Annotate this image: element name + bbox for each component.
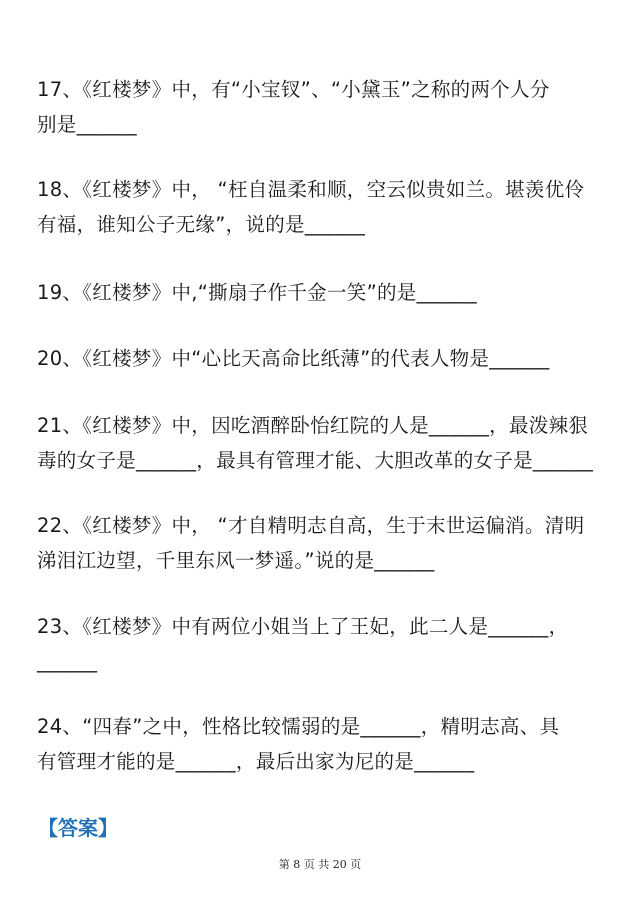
question-19 [37,275,605,310]
question-17-line-2: 别是______ [37,113,137,136]
question-21-line-1: 21、《红楼梦》中，因吃酒醉卧怡红院的人是______，最泼辣狠 [37,414,589,437]
question-17-line-1: 17、《红楼梦》中，有“小宝钗”、“小黛玉”之称的两个人分 [37,78,550,101]
question-22-line-2: 涕泪江边望，千里东风一梦遥。”说的是______ [37,549,435,572]
question-23-line-1: 23、《红楼梦》中有两位小姐当上了王妃，此二人是______， [37,615,569,638]
question-21 [37,408,605,478]
question-23 [37,609,605,679]
question-18-line-1: 18、《红楼梦》中， “枉自温柔和顺，空云似贵如兰。堪羡优伶 [37,178,585,201]
question-21-line-2: 毒的女子是______，最具有管理才能、大胆改革的女子是______ [37,449,594,472]
question-18-line-2: 有福，谁知公子无缘”，说的是______ [37,213,366,236]
question-17 [37,72,605,142]
question-20 [37,341,605,376]
question-22 [37,508,605,578]
question-18 [37,172,605,242]
question-20-line-1: 20、《红楼梦》中“心比天高命比纸薄”的代表人物是______ [37,347,550,370]
answer-heading: 【答案】 [38,816,118,840]
question-19-line-1: 19、《红楼梦》中,“撕扇子作千金一笑”的是______ [37,281,477,304]
page-footer: 第 8 页 共 20 页 [278,858,362,871]
question-24-line-2: 有管理才能的是______，最后出家为尼的是______ [37,750,475,773]
question-22-line-1: 22、《红楼梦》中， “才自精明志自高，生于末世运偏消。清明 [37,514,585,537]
question-24 [37,709,605,779]
question-24-line-1: 24、“四春”之中，性格比较懦弱的是______，精明志高、具 [37,715,560,738]
question-23-line-2: ______ [37,650,98,673]
